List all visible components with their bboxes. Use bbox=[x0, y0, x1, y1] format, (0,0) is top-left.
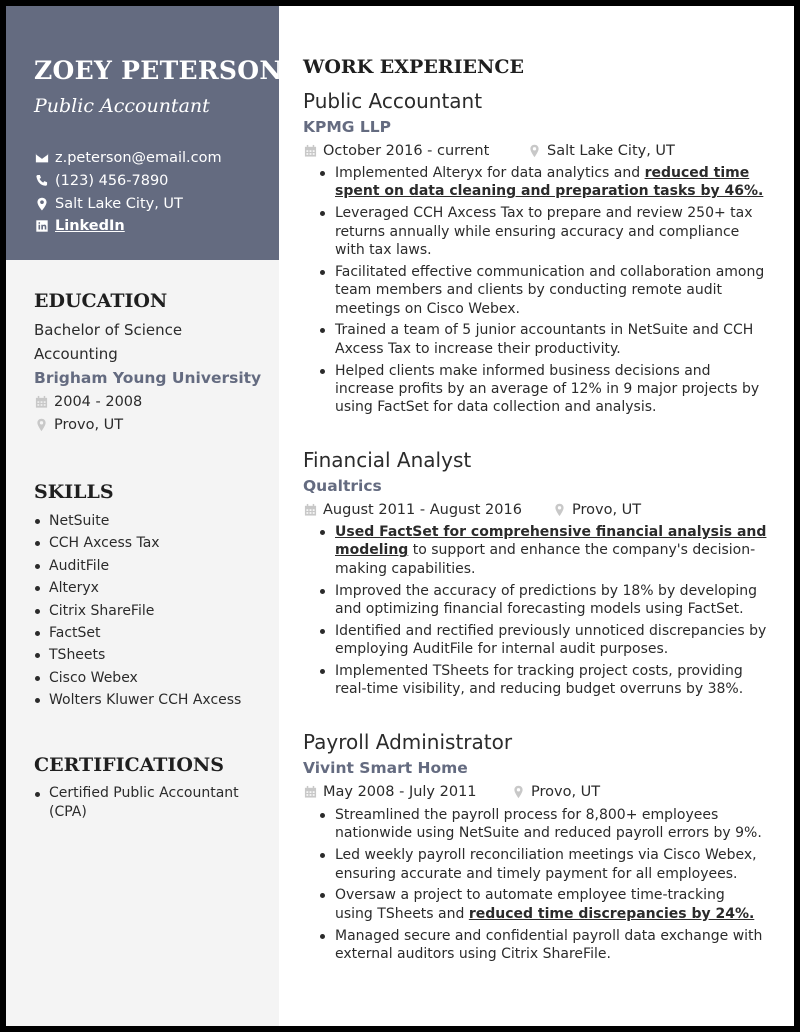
calendar-icon bbox=[35, 395, 48, 409]
job-title: Financial Analyst bbox=[303, 448, 472, 472]
candidate-name: ZOEY PETERSON bbox=[34, 56, 283, 85]
job-dates bbox=[304, 784, 477, 800]
job-bullet: Managed secure and confidential payroll data exchange with external auditors using Citrix ShareFile. bbox=[319, 927, 767, 964]
job-bullet: Led weekly payroll reconciliation meetings via Cisco Webex, ensuring accurate and timely payment for all employees. bbox=[319, 846, 767, 883]
job-bullets bbox=[319, 523, 767, 702]
calendar-icon bbox=[304, 144, 317, 158]
certifications-heading: CERTIFICATIONS bbox=[34, 754, 224, 776]
education-dates bbox=[35, 394, 142, 410]
company-name: Vivint Smart Home bbox=[303, 759, 468, 777]
job-location bbox=[553, 502, 641, 518]
skill-item: FactSet bbox=[34, 623, 241, 645]
job-dates-text: August 2011 - August 2016 bbox=[323, 502, 522, 518]
job-title: Payroll Administrator bbox=[303, 730, 513, 754]
job-bullet: Implemented TSheets for tracking project costs, providing real-time visibility, and reducing budget overruns by 38%. bbox=[319, 662, 767, 699]
job-bullet: Oversaw a project to automate employee time-tracking using TSheets and reduced time discrepancies by 24%. bbox=[319, 886, 767, 923]
job-bullets bbox=[319, 806, 767, 967]
calendar-icon bbox=[304, 785, 317, 799]
job-location bbox=[528, 143, 675, 159]
job-bullet: Trained a team of 5 junior accountants in NetSuite and CCH Axcess Tax to increase their productivity. bbox=[319, 321, 767, 358]
education-heading: EDUCATION bbox=[34, 290, 168, 312]
email-contact[interactable] bbox=[35, 150, 222, 166]
location-contact bbox=[35, 196, 183, 212]
job-bullet: Facilitated effective communication and collaboration among team members and clients by conducting remote audit meetings on Cisco Webex. bbox=[319, 263, 767, 318]
job-location-text: Provo, UT bbox=[572, 502, 642, 518]
education-location-text: Provo, UT bbox=[54, 417, 124, 433]
job-bullet: Identified and rectified previously unnoticed discrepancies by employing AuditFile for internal audit purposes. bbox=[319, 622, 767, 659]
phone-text: (123) 456-7890 bbox=[55, 173, 169, 189]
candidate-role: Public Accountant bbox=[34, 95, 210, 117]
job-dates bbox=[304, 143, 489, 159]
work-experience-heading: WORK EXPERIENCE bbox=[303, 56, 524, 78]
job-location-text: Provo, UT bbox=[531, 784, 601, 800]
left-sidebar bbox=[6, 6, 283, 1026]
resume-page bbox=[6, 6, 794, 1026]
job-location bbox=[512, 784, 600, 800]
job-dates bbox=[304, 502, 522, 518]
map-pin-icon bbox=[528, 144, 541, 158]
job-location-text: Salt Lake City, UT bbox=[547, 143, 675, 159]
map-pin-icon bbox=[35, 418, 48, 432]
certification-item: Certified Public Accountant (CPA) bbox=[34, 784, 264, 822]
phone-contact[interactable] bbox=[35, 173, 168, 189]
skill-item: TSheets bbox=[34, 645, 241, 667]
education-location bbox=[35, 417, 123, 433]
skill-item: Alteryx bbox=[34, 578, 241, 600]
skill-item: Cisco Webex bbox=[34, 668, 241, 690]
map-pin-icon bbox=[512, 785, 525, 799]
skill-item: Citrix ShareFile bbox=[34, 601, 241, 623]
map-pin-icon bbox=[553, 503, 566, 517]
job-bullet: Helped clients make informed business decisions and increase profits by an average of 12% in 9 major projects by using FactSet for data collection and analysis. bbox=[319, 362, 767, 417]
job-dates-text: October 2016 - current bbox=[323, 143, 490, 159]
job-bullet: Implemented Alteryx for data analytics and reduced time spent on data cleaning and preparation tasks by 46%. bbox=[319, 164, 767, 201]
skill-item: NetSuite bbox=[34, 511, 241, 533]
phone-icon bbox=[35, 174, 49, 188]
linkedin-text: LinkedIn bbox=[55, 218, 125, 234]
header-block bbox=[6, 6, 283, 260]
linkedin-icon bbox=[35, 219, 49, 233]
skill-item: Wolters Kluwer CCH Axcess bbox=[34, 690, 241, 712]
skill-item: AuditFile bbox=[34, 556, 241, 578]
job-bullet: Streamlined the payroll process for 8,800+ employees nationwide using NetSuite and reduced payroll errors by 9%. bbox=[319, 806, 767, 843]
company-name: Qualtrics bbox=[303, 477, 382, 495]
linkedin-link[interactable] bbox=[35, 218, 125, 234]
job-bullet: Leveraged CCH Axcess Tax to prepare and review 250+ tax returns annually while ensuring accuracy and compliance with tax laws. bbox=[319, 204, 767, 259]
company-name: KPMG LLP bbox=[303, 118, 392, 136]
job-title: Public Accountant bbox=[303, 89, 483, 113]
job-bullet: Improved the accuracy of predictions by 18% by developing and optimizing financial forecasting models using FactSet. bbox=[319, 582, 767, 619]
job-bullets bbox=[319, 164, 767, 420]
job-dates-text: May 2008 - July 2011 bbox=[323, 784, 477, 800]
map-pin-icon bbox=[35, 197, 49, 211]
location-text: Salt Lake City, UT bbox=[55, 196, 183, 212]
degree-line-1: Bachelor of Science bbox=[34, 321, 183, 339]
education-dates-text: 2004 - 2008 bbox=[54, 394, 143, 410]
skills-heading: SKILLS bbox=[34, 481, 114, 503]
envelope-icon bbox=[35, 151, 49, 165]
skills-list bbox=[34, 511, 241, 713]
school-name: Brigham Young University bbox=[34, 369, 262, 387]
certifications-list bbox=[34, 784, 264, 822]
degree-line-2: Accounting bbox=[34, 345, 118, 363]
skill-item: CCH Axcess Tax bbox=[34, 533, 241, 555]
job-bullet: Used FactSet for comprehensive financial analysis and modeling to support and enhance the company's decision-making capabilities. bbox=[319, 523, 767, 578]
email-text: z.peterson@email.com bbox=[55, 150, 222, 166]
calendar-icon bbox=[304, 503, 317, 517]
